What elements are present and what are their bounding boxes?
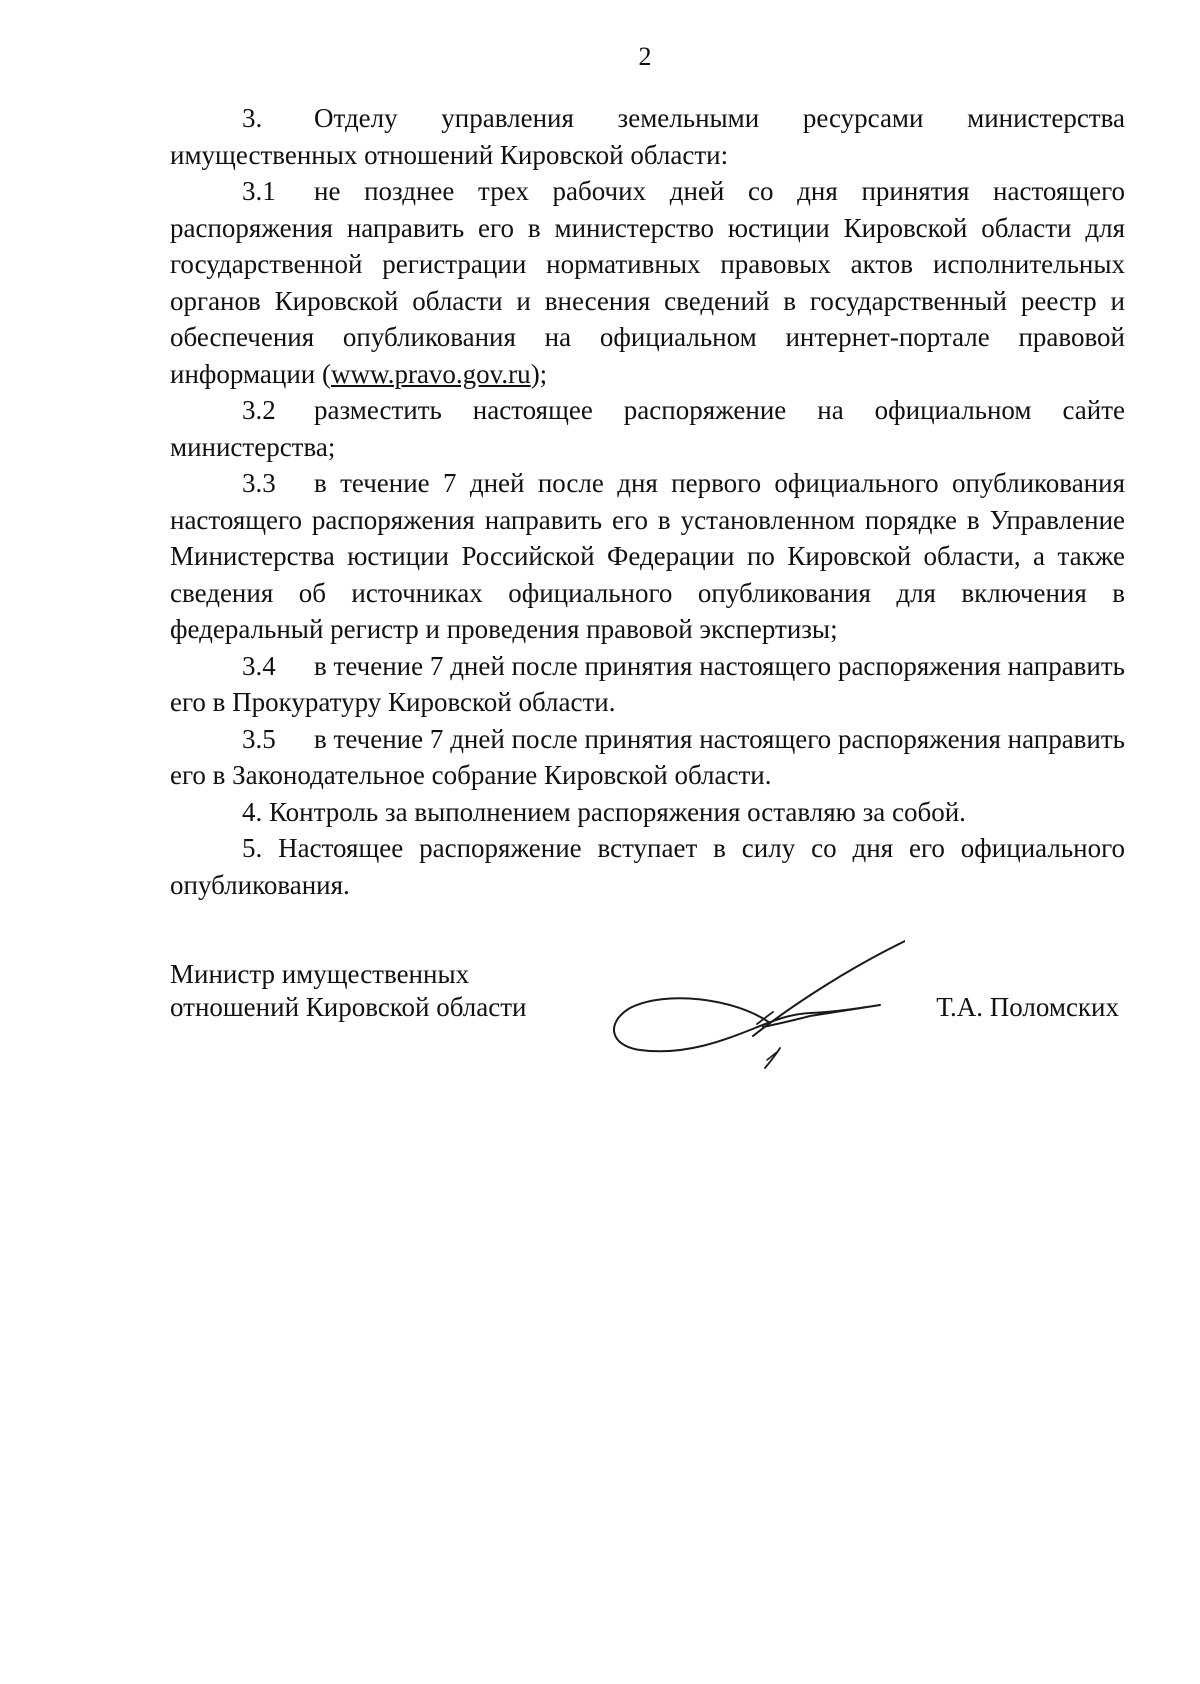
paragraph-number: 3.5 — [242, 723, 276, 754]
paragraph-3-1 — [170, 173, 1125, 392]
paragraph-text: в течение 7 дней после дня первого официального опубликования настоящего распоряжения направить его в установленном порядке в Управление Министерства юстиции Российской Федерации по Кировской области, а также сведения об источниках официального опубликования для включения в федеральный регистр и проведения правовой экспертизы; — [170, 468, 1125, 644]
paragraph-number: 3.3 — [242, 468, 276, 498]
signer-name: Т.А. Поломских — [936, 992, 1119, 1022]
handwritten-signature-icon — [605, 928, 905, 1078]
paragraph-number: 3. — [242, 103, 263, 133]
paragraph-3 — [170, 100, 1125, 173]
paragraph-3-5 — [170, 721, 1125, 794]
paragraph-number: 3.1 — [242, 176, 276, 206]
paragraph-number: 3.2 — [242, 395, 276, 425]
paragraph-text-tail: ); — [530, 358, 548, 389]
paragraph-text: 5. Настоящее распоряжение вступает в силу со дня его официального опубликования. — [170, 833, 1125, 900]
document-body — [170, 100, 1125, 903]
paragraph-number: 3.4 — [242, 650, 276, 681]
paragraph-text: разместить настоящее распоряжение на официальном сайте министерства; — [170, 395, 1125, 462]
paragraph-text: в течение 7 дней после принятия настоящего распоряжения направить его в Законодательное собрание Кировской области. — [170, 723, 1125, 790]
page-number: 2 — [638, 42, 652, 71]
signer-position-line2: отношений Кировской области — [170, 992, 527, 1022]
signature-block — [170, 958, 1125, 1078]
paragraph-5 — [170, 830, 1125, 903]
signer-position-line1: Министр имущественных — [170, 959, 470, 989]
paragraph-3-4 — [170, 648, 1125, 721]
paragraph-4 — [170, 794, 1125, 831]
paragraph-text: не позднее трех рабочих дней со дня принятия настоящего распоряжения направить его в министерство юстиции Кировской области для государственной регистрации нормативных правовых актов исполнительных органов Кировской области и внесения сведений в государственный реестр и обеспечения опубликования на официальном интернет-портале правовой информации ( — [170, 176, 1125, 389]
paragraph-text: в течение 7 дней после принятия настоящего распоряжения направить его в Прокуратуру Кировской области. — [170, 650, 1125, 717]
paragraph-3-3 — [170, 465, 1125, 648]
paragraph-text: Отделу управления земельными ресурсами министерства имущественных отношений Кировской области: — [170, 103, 1125, 170]
paragraph-3-2 — [170, 392, 1125, 465]
pravo-gov-link[interactable]: www.pravo.gov.ru — [330, 358, 531, 389]
signer-position — [170, 958, 570, 1024]
paragraph-text: 4. Контроль за выполнением распоряжения оставляю за собой. — [242, 796, 966, 827]
